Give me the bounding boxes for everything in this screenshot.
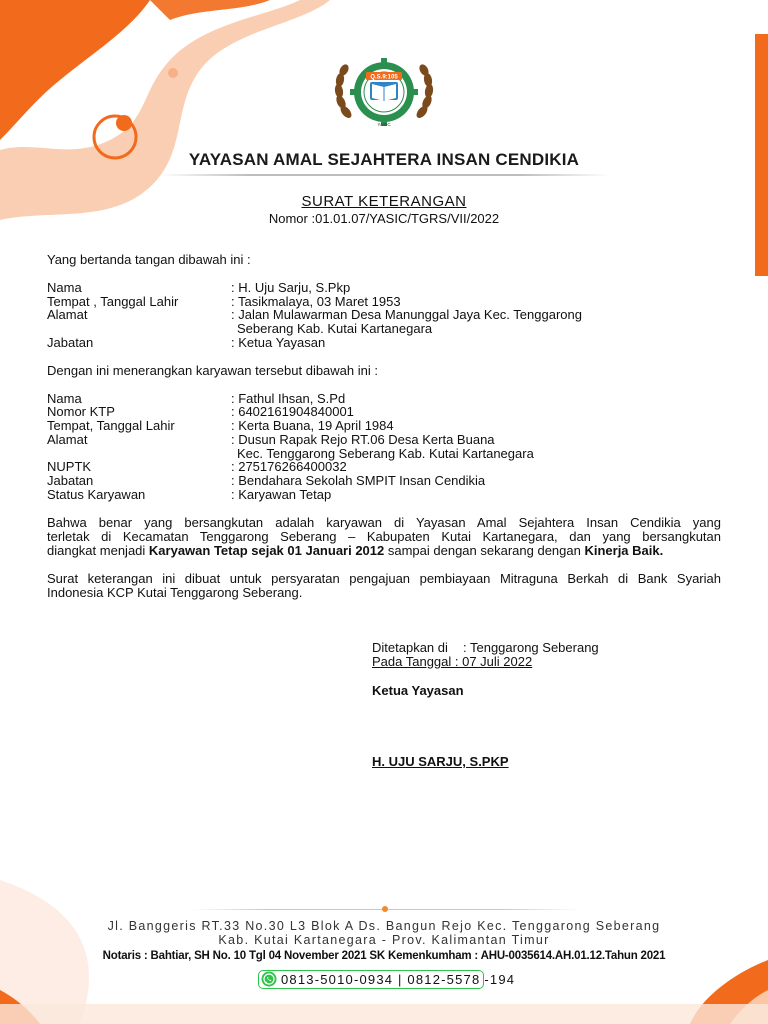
sign-place-label: Ditetapkan di xyxy=(372,640,448,655)
footer-address-1: Jl. Banggeris RT.33 No.30 L3 Blok A Ds. Bangun Rejo Kec. Tenggarong Seberang xyxy=(107,919,661,933)
employee-label-ttl: Tempat, Tanggal Lahir xyxy=(47,418,175,433)
logo-text-top: Q.S.9:105 xyxy=(370,74,398,81)
employee-value-ktp: : 6402161904840001 xyxy=(231,404,354,419)
phone-box xyxy=(258,970,484,989)
document-title: SURAT KETERANGAN xyxy=(301,193,467,210)
statement-line-3c: sampai dengan sekarang dengan xyxy=(384,543,585,558)
signer-label-jabatan: Jabatan xyxy=(47,335,94,350)
employee-label-alamat: Alamat xyxy=(47,432,88,447)
statement-line-3a: diangkat menjadi xyxy=(47,543,149,558)
footer-notaris: Notaris : Bahtiar, SH No. 10 Tgl 04 November 2021 SK Kemenkumham : AHU-0035614.AH.01.12.Tahun 2021 xyxy=(102,950,666,962)
employee-label-status: Status Karyawan xyxy=(47,487,146,502)
signer-label-ttl: Tempat , Tanggal Lahir xyxy=(47,294,179,309)
signer-value-alamat-2: Seberang Kab. Kutai Kartanegara xyxy=(237,321,433,336)
employee-label-ktp: Nomor KTP xyxy=(47,404,115,419)
statement-paragraph xyxy=(47,516,721,558)
statement-line-3 xyxy=(47,544,721,558)
intro-text: Yang bertanda tangan dibawah ini : xyxy=(47,252,251,267)
purpose-line-2: Indonesia KCP Kutai Tenggarong Seberang. xyxy=(47,585,303,600)
employee-label-nama: Nama xyxy=(47,391,82,406)
employee-label-jabatan: Jabatan xyxy=(47,473,94,488)
title-divider xyxy=(160,174,610,176)
signer-value-jabatan: : Ketua Yayasan xyxy=(231,335,326,350)
signer-value-alamat: : Jalan Mulawarman Desa Manunggal Jaya Kec. Tenggarong xyxy=(231,307,582,322)
sign-place-value: : Tenggarong Seberang xyxy=(463,640,599,655)
footer-phone xyxy=(258,970,515,988)
phone-tail: -194 xyxy=(484,971,516,987)
statement-highlight-kinerja: Kinerja Baik. xyxy=(584,543,664,558)
document-number: Nomor :01.01.07/YASIC/TGRS/VII/2022 xyxy=(268,211,500,226)
employee-value-nuptk: : 275176266400032 xyxy=(231,459,347,474)
footer-dot xyxy=(382,906,388,912)
sign-date: Pada Tanggal : 07 Juli 2022 xyxy=(372,654,533,669)
signer-name: H. UJU SARJU, S.PKP xyxy=(372,754,509,769)
organization-name: YAYASAN AMAL SEJAHTERA INSAN CENDIKIA xyxy=(188,150,580,169)
employee-value-jabatan: : Bendahara Sekolah SMPIT Insan Cendikia xyxy=(231,473,486,488)
intro2-text: Dengan ini menerangkan karyawan tersebut dibawah ini : xyxy=(47,363,378,378)
employee-value-alamat-2: Kec. Tenggarong Seberang Kab. Kutai Kartanegara xyxy=(237,446,534,461)
statement-line-2: terletak di Kecamatan Tenggarong Seberang – Kabupaten Kutai Kartanegara, dan yang bersangkutan xyxy=(47,529,721,544)
employee-value-status: : Karyawan Tetap xyxy=(231,487,332,502)
signer-value-nama: : H. Uju Sarju, S.Pkp xyxy=(231,280,351,295)
yasic-logo xyxy=(330,52,438,134)
phone-numbers: 0813-5010-0934 | 0812-5578 xyxy=(281,971,481,987)
statement-highlight-status: Karyawan Tetap sejak 01 Januari 2012 xyxy=(148,543,385,558)
signer-value-ttl: : Tasikmalaya, 03 Maret 1953 xyxy=(231,294,401,309)
purpose-line-1: Surat keterangan ini dibuat untuk persyaratan pengajuan pembiayaan Mitraguna Berkah di Bank Syariah xyxy=(47,571,721,586)
sign-role: Ketua Yayasan xyxy=(372,683,464,698)
employee-value-ttl: : Kerta Buana, 19 April 1984 xyxy=(231,418,394,433)
whatsapp-icon xyxy=(261,971,277,987)
employee-label-nuptk: NUPTK xyxy=(47,459,92,474)
signer-label-nama: Nama xyxy=(47,280,82,295)
purpose-paragraph xyxy=(47,572,721,600)
signer-label-alamat: Alamat xyxy=(47,307,88,322)
logo-text-bottom: YASIC xyxy=(377,122,391,127)
footer-address-2: Kab. Kutai Kartanegara - Prov. Kalimantan Timur xyxy=(218,933,550,947)
statement-line-1: Bahwa benar yang bersangkutan adalah karyawan di Yayasan Amal Sejahtera Insan Cendikia yang xyxy=(47,515,721,530)
employee-value-nama: : Fathul Ihsan, S.Pd xyxy=(231,391,346,406)
employee-value-alamat: : Dusun Rapak Rejo RT.06 Desa Kerta Buana xyxy=(231,432,495,447)
